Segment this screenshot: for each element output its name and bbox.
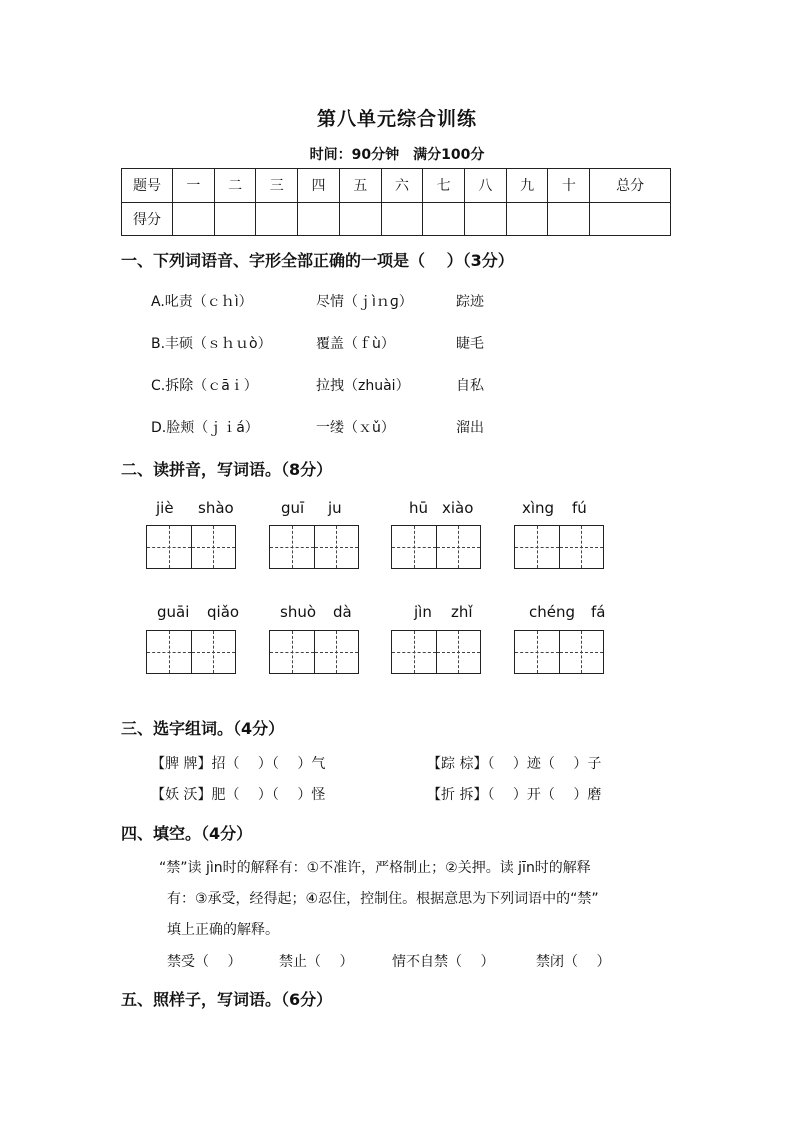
pinyin: jiè [156, 499, 174, 517]
score-table-score-row [122, 202, 671, 236]
score-cell[interactable] [298, 202, 340, 236]
grid-cell[interactable] [436, 526, 480, 568]
table-cell: 四 [298, 169, 340, 203]
q4-paragraph-line: 填上正确的解释。 [167, 922, 279, 938]
q3-heading: 三、选字组词。（4分） [121, 719, 285, 738]
grid-cell[interactable] [515, 526, 559, 568]
grid-cell[interactable] [436, 631, 480, 673]
grid-cell[interactable] [147, 631, 191, 673]
q3-item[interactable]: 【脾 牌】招（ ）（ ）气 [151, 756, 326, 772]
score-cell[interactable] [506, 202, 548, 236]
q2-heading: 二、读拼音，写词语。（8分） [121, 460, 333, 479]
grid-cell[interactable] [191, 526, 235, 568]
q3-item[interactable]: 【踪 棕】（ ）迹（ ）子 [427, 756, 602, 772]
pinyin: guāi [157, 603, 190, 621]
score-cell[interactable] [214, 202, 256, 236]
q3-item[interactable]: 【妖 沃】肥（ ）（ ）怪 [151, 787, 326, 803]
grid-cell[interactable] [270, 526, 314, 568]
q5-heading: 五、照样子，写词语。（6分） [121, 990, 333, 1009]
writing-grid[interactable] [514, 525, 604, 569]
q4-item[interactable]: 情不自禁（ ） [392, 954, 495, 970]
option-c-word3: 自私 [456, 378, 484, 394]
score-table-header-row [122, 169, 671, 203]
option-d-word2: 一缕（ｘǔ） [316, 420, 395, 436]
pinyin: xìng [522, 499, 555, 517]
q4-paragraph-line: “禁”读 jìn时的解释有：①不准许，严格制止；②关押。读 jīn时的解释 [159, 860, 591, 876]
grid-cell[interactable] [559, 526, 603, 568]
option-c-word1[interactable]: C.拆除（ｃāｉ） [151, 378, 258, 394]
grid-cell[interactable] [191, 631, 235, 673]
pinyin: ju [328, 499, 342, 517]
table-cell: 五 [339, 169, 381, 203]
grid-cell[interactable] [559, 631, 603, 673]
table-cell: 六 [381, 169, 423, 203]
table-cell: 一 [173, 169, 215, 203]
table-cell: 二 [214, 169, 256, 203]
q4-item[interactable]: 禁受（ ） [167, 954, 242, 970]
q1-heading: 一、下列词语音、字形全部正确的一项是（ ）（3分） [121, 251, 514, 270]
table-cell: 三 [256, 169, 298, 203]
writing-grid[interactable] [391, 525, 481, 569]
score-cell[interactable] [548, 202, 590, 236]
score-cell[interactable] [256, 202, 298, 236]
score-cell[interactable] [465, 202, 507, 236]
score-cell[interactable] [381, 202, 423, 236]
table-cell: 十 [548, 169, 590, 203]
exam-info: 时间：90分钟 满分100分 [309, 147, 485, 163]
option-a-word2: 尽情（ｊìｎɡ） [316, 294, 413, 310]
pinyin: jìn [414, 603, 432, 621]
pinyin: zhǐ [451, 603, 473, 621]
table-cell: 八 [465, 169, 507, 203]
option-b-word3: 睫毛 [456, 336, 484, 352]
table-cell: 九 [506, 169, 548, 203]
option-a-word3: 踪迹 [456, 294, 484, 310]
q3-item[interactable]: 【折 拆】（ ）开（ ）磨 [427, 787, 602, 803]
pinyin: guī [281, 499, 305, 517]
score-cell[interactable] [173, 202, 215, 236]
option-d-word3: 溜出 [456, 420, 484, 436]
writing-grid[interactable] [514, 630, 604, 674]
table-cell: 总分 [590, 169, 671, 203]
score-table [121, 168, 671, 236]
grid-cell[interactable] [392, 631, 436, 673]
pinyin: xiào [442, 499, 474, 517]
pinyin: qiǎo [207, 603, 240, 621]
writing-grid[interactable] [269, 525, 359, 569]
pinyin: fú [572, 499, 587, 517]
writing-grid[interactable] [146, 525, 236, 569]
option-c-word2: 拉拽（zhuài） [316, 378, 410, 394]
grid-cell[interactable] [270, 631, 314, 673]
q4-paragraph-line: 有：③承受，经得起；④忍住，控制住。根据意思为下列词语中的“禁” [167, 891, 599, 907]
score-cell[interactable] [590, 202, 671, 236]
table-cell: 题号 [122, 169, 173, 203]
option-d-word1[interactable]: D.脸颊（ｊｉá） [151, 420, 259, 436]
writing-grid[interactable] [391, 630, 481, 674]
option-b-word1[interactable]: B.丰硕（ｓｈｕò） [151, 336, 272, 352]
table-cell: 七 [423, 169, 465, 203]
score-cell[interactable] [339, 202, 381, 236]
pinyin: hū [409, 499, 429, 517]
pinyin: shuò [280, 603, 317, 621]
q4-item[interactable]: 禁止（ ） [279, 954, 354, 970]
pinyin: dà [333, 603, 352, 621]
page-title: 第八单元综合训练 [316, 108, 477, 130]
writing-grid[interactable] [269, 630, 359, 674]
pinyin: shào [198, 499, 234, 517]
grid-cell[interactable] [314, 631, 358, 673]
grid-cell[interactable] [515, 631, 559, 673]
q4-heading: 四、填空。（4分） [121, 824, 253, 843]
score-cell[interactable] [423, 202, 465, 236]
table-cell: 得分 [122, 202, 173, 236]
option-a-word1[interactable]: A.叱责（ｃｈì） [151, 294, 253, 310]
q4-item[interactable]: 禁闭（ ） [536, 954, 611, 970]
grid-cell[interactable] [147, 526, 191, 568]
writing-grid[interactable] [146, 630, 236, 674]
grid-cell[interactable] [314, 526, 358, 568]
pinyin: fá [591, 603, 606, 621]
grid-cell[interactable] [392, 526, 436, 568]
option-b-word2: 覆盖（ｆù） [316, 336, 395, 352]
pinyin: chéng [529, 603, 576, 621]
